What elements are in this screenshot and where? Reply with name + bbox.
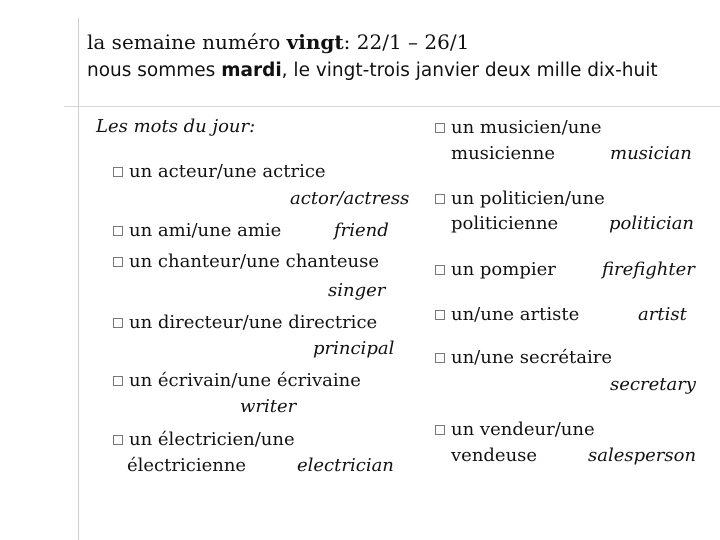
vocab-french: un ami/une amie [129,220,282,241]
vocab-english: firefighter [602,259,695,280]
vocab-english: secretary [610,374,696,395]
vocab-english: principal [313,338,395,359]
vocab-french: un politicien/une [451,188,605,209]
vocab-french: un musicien/une [451,117,602,138]
vocab-french: un acteur/une actrice [129,161,326,182]
vocab-french: un directeur/une directrice [129,312,378,333]
bullet-icon [435,265,445,275]
bullet-icon [435,310,445,320]
bullet-icon [113,226,123,236]
vocab-english: actor/actress [290,188,410,209]
vocab-french: un vendeur/une [451,419,595,440]
bullet-icon [113,318,123,328]
bullet-icon [113,257,123,267]
vocab-french: un électricien/une [129,429,295,450]
vocab-french-continued: politicienne [451,213,559,234]
vertical-rule [78,18,79,540]
bullet-icon [435,123,445,133]
horizontal-rule [64,106,720,107]
bullet-icon [435,353,445,363]
vocab-english: musician [610,143,692,164]
bullet-icon [113,167,123,177]
bullet-icon [435,425,445,435]
bullet-icon [113,435,123,445]
vocab-french-continued: musicienne [451,143,555,164]
vocab-english: salesperson [588,445,697,466]
page-subtitle: nous sommes mardi, le vingt-trois janvier deux mille dix-huit [87,60,658,81]
vocab-french: un pompier [451,259,556,280]
vocab-english: artist [638,304,687,325]
vocab-french: un/une secrétaire [451,347,613,368]
vocab-french: un/une artiste [451,304,580,325]
bullet-icon [113,376,123,386]
vocab-french: un chanteur/une chanteuse [129,251,379,272]
bullet-icon [435,194,445,204]
vocab-english: friend [334,220,389,241]
vocab-english: writer [240,396,297,417]
vocab-english: singer [328,280,386,301]
vocab-english: electrician [297,455,394,476]
vocab-english: politician [609,213,695,234]
vocab-french-continued: vendeuse [451,445,538,466]
section-heading: Les mots du jour: [96,116,256,137]
vocab-french-continued: électricienne [127,455,247,476]
vocab-french: un écrivain/une écrivaine [129,370,361,391]
page-title: la semaine numéro vingt: 22/1 – 26/1 [87,30,470,54]
